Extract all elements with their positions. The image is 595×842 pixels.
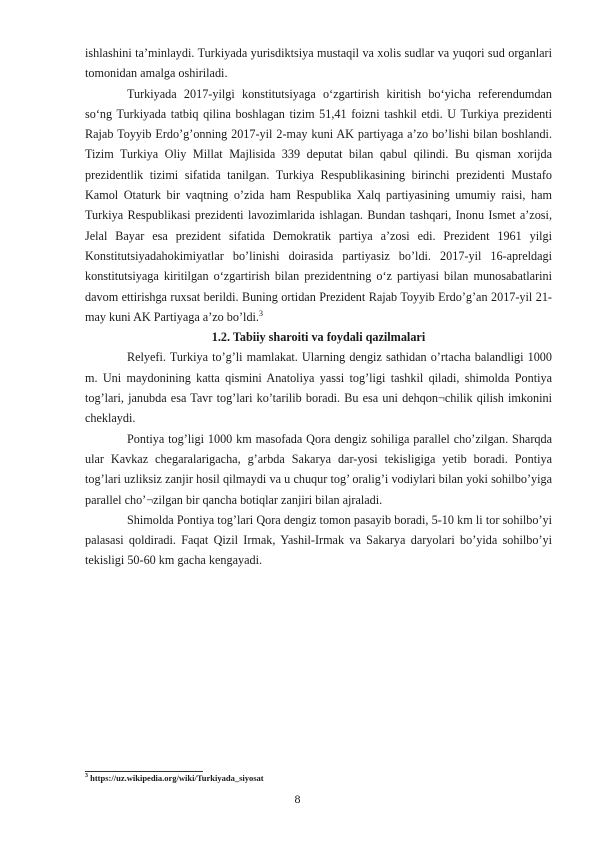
paragraph-4: Pontiya tog’ligi 1000 km masofada Qora dengiz sohiliga parallel cho’zilgan. Sharqda ular Kavkaz chegaralarigacha, g’arbda Sakarya dar-yosi tekisligiga yetib boradi. Pontiya tog’lari uzliksiz zanjir hosil qilmaydi va u chuqur tog’ oralig’i vodiylari bilan yoki sohilbo’yiga parallel cho’¬zilgan bir qancha botiqlar zanjiri bilan ajraladi. (85, 431, 552, 507)
footnote-divider (85, 771, 203, 772)
paragraph-3: Relyefi. Turkiya to’g’li mamlakat. Ularning dengiz sathidan o’rtacha balandligi 1000 m. Uni maydonining katta qismini Anatoliya yassi tog’ligi tashkil qiladi, shimolda Pontiya tog’lari, janubda esa Tavr tog’lari ko’tarilib boradi. Bu esa uni dehqon¬chilik qilish imkonini cheklaydi. (85, 350, 552, 426)
footnote (85, 773, 264, 784)
page-number: 8 (294, 792, 301, 806)
body-text (85, 43, 552, 571)
footnote-link[interactable]: https://uz.wikipedia.org/wiki/Turkiyada_siyosat (88, 773, 264, 783)
section-heading: 1.2. Tabiiy sharoiti va foydali qazilmalari (211, 330, 426, 345)
paragraph-5: Shimolda Pontiya tog’lari Qora dengiz tomon pasayib boradi, 5-10 km li tor sohilbo’yi palasasi qoldiradi. Faqat Qizil Irmak, Yashil-Irmak va Sakarya daryolari bo’yida sohilbo’yi tekisligi 50-60 km gacha kengayadi. (85, 512, 552, 568)
paragraph-2 (85, 84, 552, 328)
paragraph-2-text: Turkiyada 2017-yilgi konstitutsiyaga o‘zgartirish kiritish bo‘yicha referendumdan so‘ng Turkiyada tatbiq qilina boshlagan tizim 51,41 foizni tashkil etdi. U Turkiya prezidenti Rajab Toyyib Erdo’g’onning 2017-yil 2-may kuni AK partiyaga a’zo bo’lishi bilan boshlandi. Tizim Turkiya Oliy Millat Majlisida 339 deputat bilan qabul qilindi. Bu qisman xorijda prezidentlik tizimi sifatida tanilgan. Turkiya Respublikasining birinchi prezidenti Mustafo Kamol Otaturk bir vaqtning o’zida ham Respublika Xalq partiyasining umumiy raisi, ham Turkiya Respublikasi prezidenti lavozimlarida ishlagan. Bundan tashqari, Inonu Ismet a’zosi, Jelal Bayar esa prezident sifatida Demokratik partiya a’zosi edi. Prezident 1961 yilgi Konstitutsiyadahokimiyatlar bo’linishi doirasida partiyasiz bo’ldi. 2017-yil 16-apreldagi konstitutsiyaga kiritilgan o‘zgartirish bilan prezidentning o‘z partiyasi bilan munosabatlarini davom ettirishga ruxsat berildi. Buning ortidan Prezident Rajab Toyyib Erdo’g’an 2017-yil 21-may kuni AK Partiyaga a’zo bo’ldi. (85, 86, 552, 324)
paragraph-1: ishlashini ta’minlaydi. Turkiyada yurisdiktsiya mustaqil va xolis sudlar va yuqori sud organlari tomonidan amalga oshiriladi. (85, 46, 552, 81)
footnote-number: 3 (85, 773, 88, 780)
footnote-reference[interactable]: 3 (258, 308, 263, 318)
